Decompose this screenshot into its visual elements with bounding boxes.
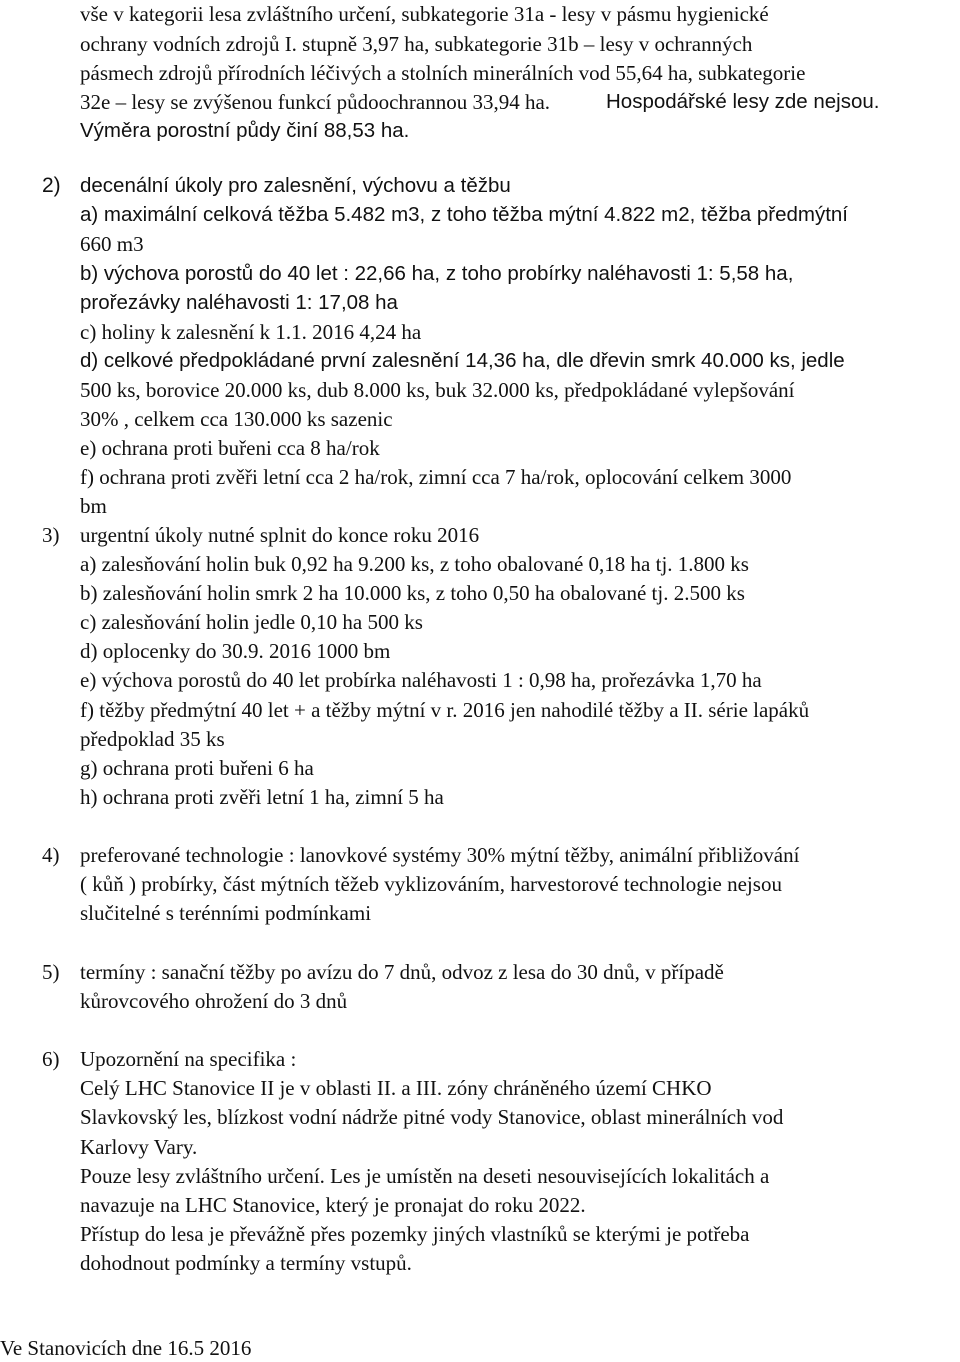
section-heading: Upozornění na specifika : — [80, 1047, 297, 1071]
section-number: 3) — [42, 523, 60, 547]
section-line: d) oplocenky do 30.9. 2016 1000 bm — [80, 639, 391, 663]
section-line: c) zalesňování holin jedle 0,10 ha 500 ks — [80, 610, 423, 634]
section-line: Slavkovský les, blízkost vodní nádrže pitné vody Stanovice, oblast minerálních vod — [80, 1105, 784, 1129]
section-line: h) ochrana proti zvěři letní 1 ha, zimní 5 ha — [80, 785, 444, 809]
section-line: f) těžby předmýtní 40 let + a těžby mýtní v r. 2016 jen nahodilé těžby a II. série lapáků — [80, 698, 810, 722]
section-heading: decenální úkoly pro zalesnění, výchovu a těžbu — [80, 174, 511, 197]
section-line: slučitelné s terénními podmínkami — [80, 901, 372, 925]
section-number: 4) — [42, 843, 60, 867]
section-line: ( kůň ) probírky, část mýtních těžeb vyklizováním, harvestorové technologie nejsou — [80, 872, 782, 896]
section-line: e) ochrana proti buřeni cca 8 ha/rok — [80, 436, 380, 460]
section-line: c) holiny k zalesnění k 1.1. 2016 4,24 ha — [80, 320, 422, 344]
section-line: kůrovcového ohrožení do 3 dnů — [80, 989, 348, 1013]
section-line: 660 m3 — [80, 232, 144, 256]
section-heading: urgentní úkoly nutné splnit do konce roku 2016 — [80, 523, 480, 547]
section-line: g) ochrana proti buřeni 6 ha — [80, 756, 314, 780]
section-number: 5) — [42, 960, 60, 984]
section-line: a) maximální celková těžba 5.482 m3, z toho těžba mýtní 4.822 m2, těžba předmýtní — [80, 203, 848, 226]
section-line: předpoklad 35 ks — [80, 727, 225, 751]
section-line: d) celkové předpokládané první zalesnění 14,36 ha, dle dřevin smrk 40.000 ks, jedle — [80, 349, 845, 372]
intro-line: ochrany vodních zdrojů I. stupně 3,97 ha, subkategorie 31b – lesy v ochranných — [80, 32, 753, 56]
section-line: dohodnout podmínky a termíny vstupů. — [80, 1251, 412, 1275]
section-line: Karlovy Vary. — [80, 1135, 198, 1159]
section-line: b) výchova porostů do 40 let : 22,66 ha, z toho probírky naléhavosti 1: 5,58 ha, — [80, 262, 794, 285]
section-line: f) ochrana proti zvěři letní cca 2 ha/rok, zimní cca 7 ha/rok, oplocování celkem 3000 — [80, 465, 792, 489]
intro-line: 32e – lesy se zvýšenou funkcí půdoochrannou 33,94 ha. — [80, 90, 551, 114]
section-line: 30% , celkem cca 130.000 ks sazenic — [80, 407, 393, 431]
place-date: Ve Stanovicích dne 16.5 2016 — [0, 1336, 252, 1360]
section-line: bm — [80, 494, 107, 518]
section-line: 500 ks, borovice 20.000 ks, dub 8.000 ks, buk 32.000 ks, předpokládané vylepšování — [80, 378, 795, 402]
section-number: 6) — [42, 1047, 60, 1071]
section-line: Pouze lesy zvláštního určení. Les je umístěn na deseti nesouvisejících lokalitách a — [80, 1164, 770, 1188]
intro-line: pásmech zdrojů přírodních léčivých a stolních minerálních vod 55,64 ha, subkategorie — [80, 61, 806, 85]
section-line: navazuje na LHC Stanovice, který je pronajat do roku 2022. — [80, 1193, 586, 1217]
section-line: e) výchova porostů do 40 let probírka naléhavosti 1 : 0,98 ha, prořezávka 1,70 ha — [80, 668, 762, 692]
section-line: termíny : sanační těžby po avízu do 7 dnů, odvoz z lesa do 30 dnů, v případě — [80, 960, 724, 984]
section-line: a) zalesňování holin buk 0,92 ha 9.200 ks, z toho obalované 0,18 ha tj. 1.800 ks — [80, 552, 749, 576]
intro-line: Hospodářské lesy zde nejsou. — [606, 90, 880, 113]
intro-line: vše v kategorii lesa zvláštního určení, subkategorie 31a - lesy v pásmu hygienické — [80, 2, 769, 26]
section-line: prořezávky naléhavosti 1: 17,08 ha — [80, 291, 398, 314]
section-line: Celý LHC Stanovice II je v oblasti II. a III. zóny chráněného území CHKO — [80, 1076, 712, 1100]
section-line: preferované technologie : lanovkové systémy 30% mýtní těžby, animální přibližování — [80, 843, 800, 867]
section-line: b) zalesňování holin smrk 2 ha 10.000 ks, z toho 0,50 ha obalované tj. 2.500 ks — [80, 581, 745, 605]
section-line: Přístup do lesa je převážně přes pozemky jiných vlastníků se kterými je potřeba — [80, 1222, 750, 1246]
intro-line: Výměra porostní půdy činí 88,53 ha. — [80, 119, 410, 142]
section-number: 2) — [42, 174, 61, 197]
